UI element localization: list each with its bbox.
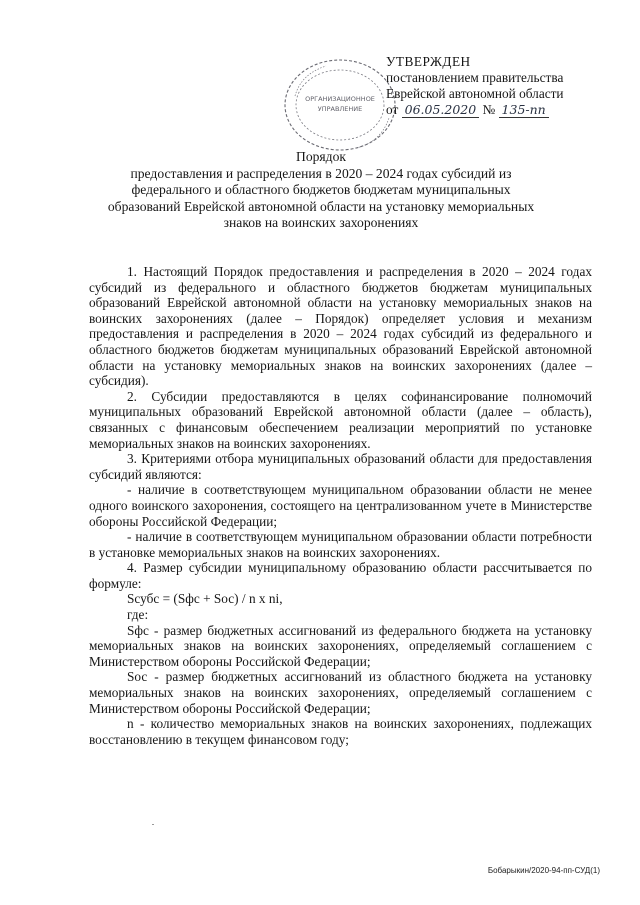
criterion-1: - наличие в соответствующем муниципальном образовании области не менее одного воинского захоронения, состоящего на централизованном учете в Министерстве обороны Российской Федерации; [89, 482, 592, 529]
approval-line-1: постановлением правительства [386, 70, 564, 85]
approval-title: УТВЕРЖДЕН [386, 54, 471, 69]
definition-sfs: Sфс - размер бюджетных ассигнований из федерального бюджета на установку мемориальных знаков на воинских захоронениях, определяемый соглашением с Министерством обороны Российской Федерации; [89, 622, 592, 669]
paragraph-3: 3. Критериями отбора муниципальных образований области для предоставления субсидий являются: [89, 451, 592, 482]
definition-n: n - количество мемориальных знаков на воинских захоронениях, подлежащих восстановлению в текущем финансовом году; [89, 716, 592, 747]
stamp-text-line: ОРГАНИЗАЦИОННОЕ [305, 95, 375, 103]
paragraph-2: 2. Субсидии предоставляются в целях софинансирование полномочий муниципальных образований Еврейской автономной области (далее – область), связанных с финансовым обеспечением реализации мероприятий по установке мемориальных знаков на воинских захоронениях. [89, 388, 592, 451]
approval-block [386, 54, 626, 118]
approval-date-line [386, 102, 626, 118]
formula: Sсубс = (Sфс + Sос) / n x ni, [127, 591, 283, 607]
title-subtitle: предоставления и распределения в 2020 – 2024 годах субсидий из федерального и областного бюджетов бюджетам муниципальных образований Еврейской автономной области на установку мемориальных знаков на воинских захоронениях [107, 165, 535, 231]
approval-number: 135-пп [499, 102, 549, 118]
approval-line-2: Еврейской автономной области [386, 86, 564, 101]
title-main: Порядок [296, 149, 346, 164]
document-title [96, 149, 546, 232]
date-prefix: от [386, 102, 399, 117]
number-sign: № [482, 102, 496, 117]
approval-date: 06.05.2020 [402, 102, 480, 118]
official-stamp [281, 56, 399, 154]
paragraph-1: 1. Настоящий Порядок предоставления и распределения в 2020 – 2024 годах субсидий из федерального и областного бюджетов бюджетам муниципальных образований Еврейской автономной области на установку мемориальных знаков на воинских захоронениях (далее – Порядок) определяет условия и механизм предоставления и распределения в 2020 – 2024 годах субсидий из федерального и областного бюджетов бюджетам муниципальных образований Еврейской автономной области на установку мемориальных знаков на воинских захоронениях (далее – субсидия). [89, 264, 592, 389]
definition-sos: Sос - размер бюджетных ассигнований из областного бюджета на установку мемориальных знаков на воинских захоронениях, определяемый соглашением с Министерством обороны Российской Федерации; [89, 669, 592, 716]
criterion-2: - наличие в соответствующем муниципальном образовании области потребности в установке мемориальных знаков на воинских захоронениях. [89, 529, 592, 560]
stamp-text-line: УПРАВЛЕНИЕ [317, 105, 363, 113]
where-label: где: [127, 607, 149, 623]
document-body [89, 264, 592, 747]
paragraph-4: 4. Размер субсидии муниципальному образованию области рассчитывается по формуле: [89, 560, 592, 591]
footer-reference: Бобарыкин/2020-94-пп-СУД(1) [487, 866, 600, 875]
scan-speck [152, 824, 154, 825]
